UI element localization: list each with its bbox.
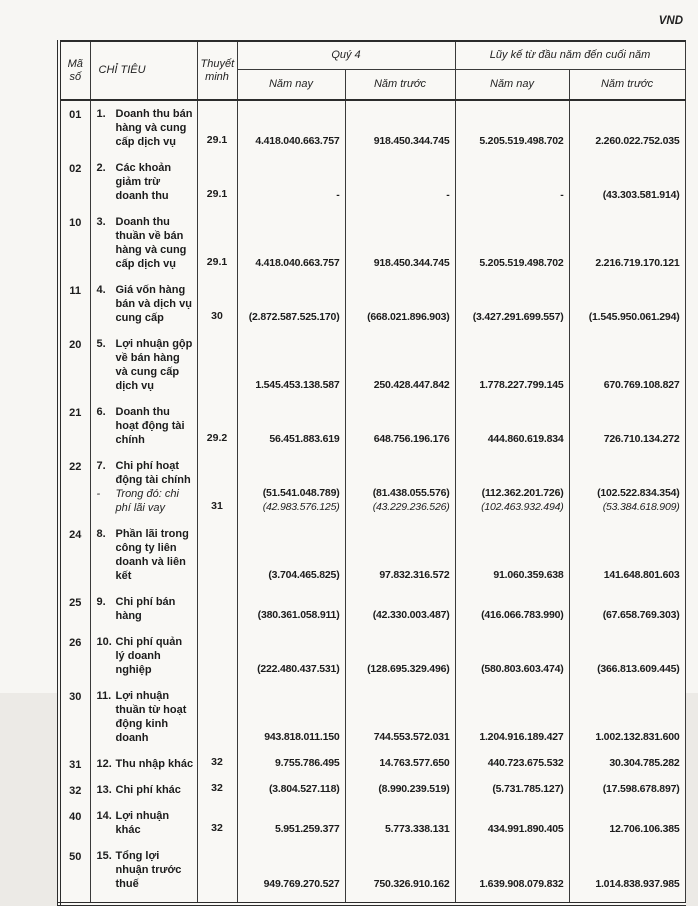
row-item-number: 12. <box>96 758 112 770</box>
row-item <box>90 453 197 521</box>
value-q4-this-year: 1.545.453.138.587 <box>255 379 340 391</box>
value-ytd-this-year: - <box>560 189 564 201</box>
table-row <box>59 777 685 803</box>
value-q4-this-year: (380.361.058.911) <box>257 609 340 621</box>
cell-q4-prior-year <box>345 100 455 155</box>
cell-q4-this-year <box>237 100 345 155</box>
table-row <box>59 521 685 589</box>
header-item: CHỈ TIÊU <box>90 41 197 100</box>
cell-ytd-prior-year <box>569 100 685 155</box>
row-item-number: 7. <box>96 460 106 472</box>
cell-q4-this-year <box>237 777 345 803</box>
cell-ytd-prior-year <box>569 751 685 777</box>
value-ytd-prior-year: (366.813.609.445) <box>597 663 680 675</box>
value-q4-prior-year: (42.330.003.487) <box>372 609 450 621</box>
cell-q4-this-year <box>237 629 345 683</box>
cell-q4-prior-year <box>345 521 455 589</box>
cell-ytd-prior-year <box>569 453 685 521</box>
cell-q4-this-year <box>237 331 345 399</box>
cell-q4-this-year <box>237 521 345 589</box>
value-q4-this-year: 943.818.011.150 <box>264 731 340 743</box>
value-q4-this-year: 949.769.270.527 <box>263 878 340 890</box>
cell-ytd-this-year <box>455 521 569 589</box>
row-item-number: 13. <box>96 784 112 796</box>
value-q4-this-year: 9.755.786.495 <box>274 757 340 769</box>
row-code: 20 <box>59 331 90 399</box>
row-item-label: Doanh thu thuần về bán hàng và cung cấp dịch vụ <box>115 216 187 270</box>
row-item-main <box>97 689 194 745</box>
cell-q4-prior-year <box>345 589 455 629</box>
cell-ytd-this-year <box>455 277 569 331</box>
row-item <box>90 521 197 589</box>
row-note: 29.1 <box>197 100 237 155</box>
value-ytd-this-year: (3.427.291.699.557) <box>472 311 564 323</box>
cell-ytd-this-year <box>455 803 569 843</box>
row-item <box>90 777 197 803</box>
value-q4-this-year: (51.541.048.789) <box>262 487 340 499</box>
row-item-number: 8. <box>96 528 106 540</box>
subvalue-q4-prior-year: (43.229.236.526) <box>372 501 450 513</box>
subvalue-ytd-this-year: (102.463.932.494) <box>481 501 564 513</box>
value-ytd-this-year: 1.639.908.079.832 <box>479 878 564 890</box>
cell-q4-prior-year <box>345 277 455 331</box>
table-row <box>59 683 685 751</box>
cell-q4-this-year <box>237 155 345 209</box>
table-row <box>59 277 685 331</box>
subvalue-q4-this-year: (42.983.576.125) <box>262 501 340 513</box>
cell-ytd-this-year <box>455 399 569 453</box>
value-ytd-prior-year: 2.216.719.170.121 <box>595 257 680 269</box>
value-ytd-this-year: 440.723.675.532 <box>487 757 564 769</box>
table-row <box>59 751 685 777</box>
row-item-label: Doanh thu bán hàng và cung cấp dịch vụ <box>115 108 193 148</box>
row-code: 26 <box>59 629 90 683</box>
row-item <box>90 277 197 331</box>
row-item-main <box>97 809 194 837</box>
value-q4-prior-year: 918.450.344.745 <box>373 135 450 147</box>
value-q4-this-year: (3.704.465.825) <box>268 569 340 581</box>
row-item-label: Giá vốn hàng bán và dịch vụ cung cấp <box>115 284 192 324</box>
cell-ytd-this-year <box>455 453 569 521</box>
subvalue-ytd-prior-year: (53.384.618.909) <box>602 501 680 513</box>
cell-q4-this-year <box>237 751 345 777</box>
value-ytd-this-year: 5.205.519.498.702 <box>479 257 564 269</box>
row-note <box>197 331 237 399</box>
table-header <box>59 41 685 100</box>
row-item-label: Tổng lợi nhuận trước thuế <box>115 850 182 890</box>
row-item-main <box>97 849 194 891</box>
row-item-sub-label: Trong đó: chi phí lãi vay <box>115 488 179 514</box>
row-item-number: 5. <box>96 338 106 350</box>
table-row <box>59 589 685 629</box>
value-q4-this-year: 4.418.040.663.757 <box>255 135 340 147</box>
value-q4-prior-year: - <box>446 189 450 201</box>
row-item-main <box>97 405 194 447</box>
row-item <box>90 843 197 904</box>
row-code: 01 <box>59 100 90 155</box>
cell-ytd-prior-year <box>569 399 685 453</box>
table-row <box>59 629 685 683</box>
value-ytd-this-year: (416.066.783.990) <box>481 609 564 621</box>
row-item-main <box>97 283 194 325</box>
row-item-main <box>97 107 194 149</box>
cell-ytd-prior-year <box>569 803 685 843</box>
value-q4-prior-year: 97.832.316.572 <box>379 569 450 581</box>
row-item-number: 1. <box>96 108 106 120</box>
row-item-main <box>97 161 194 203</box>
cell-ytd-this-year <box>455 209 569 277</box>
row-item-main <box>97 757 194 771</box>
row-item <box>90 751 197 777</box>
row-code: 31 <box>59 751 90 777</box>
row-note: 29.1 <box>197 209 237 277</box>
row-item <box>90 155 197 209</box>
row-note <box>197 521 237 589</box>
cell-q4-this-year <box>237 209 345 277</box>
cell-q4-prior-year <box>345 331 455 399</box>
cell-q4-prior-year <box>345 209 455 277</box>
cell-q4-this-year <box>237 843 345 904</box>
value-q4-prior-year: 918.450.344.745 <box>373 257 450 269</box>
row-item-label: Lợi nhuận gộp về bán hàng và cung cấp dịch vụ <box>115 338 193 392</box>
value-q4-prior-year: 750.326.910.162 <box>373 878 450 890</box>
cell-q4-prior-year <box>345 803 455 843</box>
cell-ytd-prior-year <box>569 209 685 277</box>
value-ytd-this-year: 1.204.916.189.427 <box>479 731 564 743</box>
header-q4-prior-year: Năm trước <box>345 70 455 101</box>
value-q4-prior-year: 250.428.447.842 <box>373 379 450 391</box>
row-note: 29.2 <box>197 399 237 453</box>
cell-q4-this-year <box>237 803 345 843</box>
row-code: 25 <box>59 589 90 629</box>
row-item-subline <box>97 487 194 515</box>
header-note: Thuyết minh <box>197 41 237 100</box>
value-ytd-this-year: 1.778.227.799.145 <box>479 379 564 391</box>
row-code: 11 <box>59 277 90 331</box>
value-ytd-prior-year: 726.710.134.272 <box>603 433 680 445</box>
row-item <box>90 399 197 453</box>
cell-q4-prior-year <box>345 399 455 453</box>
value-q4-this-year: 4.418.040.663.757 <box>255 257 340 269</box>
value-q4-this-year: (222.480.437.531) <box>257 663 340 675</box>
row-item-label: Chi phí khác <box>115 784 181 796</box>
row-code: 24 <box>59 521 90 589</box>
row-item-number: 11. <box>96 690 112 702</box>
row-item-label: Doanh thu hoạt động tài chính <box>115 406 185 446</box>
row-item-main <box>97 527 194 583</box>
row-code: 21 <box>59 399 90 453</box>
cell-ytd-this-year <box>455 683 569 751</box>
row-item-number: 6. <box>96 406 106 418</box>
row-item-label: Phần lãi trong công ty liên doanh và liên kết <box>115 528 189 582</box>
row-code: 40 <box>59 803 90 843</box>
cell-q4-this-year <box>237 589 345 629</box>
cell-q4-this-year <box>237 453 345 521</box>
cell-q4-prior-year <box>345 155 455 209</box>
row-note <box>197 589 237 629</box>
row-item-label: Chi phí bán hàng <box>115 596 176 622</box>
table-row <box>59 155 685 209</box>
cell-ytd-prior-year <box>569 589 685 629</box>
cell-ytd-this-year <box>455 629 569 683</box>
row-item <box>90 683 197 751</box>
row-item <box>90 589 197 629</box>
table-row <box>59 843 685 904</box>
cell-ytd-this-year <box>455 155 569 209</box>
table-row <box>59 331 685 399</box>
row-item-label: Lợi nhuận khác <box>115 810 170 836</box>
row-note: 32 <box>197 803 237 843</box>
cell-ytd-prior-year <box>569 683 685 751</box>
value-ytd-prior-year: (43.303.581.914) <box>602 189 680 201</box>
cell-ytd-this-year <box>455 100 569 155</box>
value-ytd-prior-year: 1.002.132.831.600 <box>595 731 680 743</box>
value-q4-prior-year: 5.773.338.131 <box>384 823 450 835</box>
value-ytd-this-year: (5.731.785.127) <box>492 783 564 795</box>
value-q4-this-year: 5.951.259.377 <box>274 823 340 835</box>
row-note <box>197 629 237 683</box>
header-code: Mã số <box>59 41 90 100</box>
cell-ytd-prior-year <box>569 777 685 803</box>
row-item <box>90 331 197 399</box>
row-code: 22 <box>59 453 90 521</box>
row-note <box>197 843 237 904</box>
value-q4-prior-year: 14.763.577.650 <box>379 757 450 769</box>
value-ytd-this-year: 91.060.359.638 <box>493 569 564 581</box>
cell-ytd-this-year <box>455 331 569 399</box>
table-row <box>59 803 685 843</box>
row-item-main <box>97 783 194 797</box>
cell-q4-prior-year <box>345 777 455 803</box>
row-item-number: 3. <box>96 216 106 228</box>
row-code: 32 <box>59 777 90 803</box>
header-ytd-group: Lũy kế từ đầu năm đến cuối năm <box>455 41 685 70</box>
value-q4-this-year: (3.804.527.118) <box>268 783 340 795</box>
value-q4-prior-year: (668.021.896.903) <box>367 311 450 323</box>
table-row <box>59 209 685 277</box>
value-ytd-this-year: 5.205.519.498.702 <box>479 135 564 147</box>
cell-ytd-this-year <box>455 843 569 904</box>
row-item <box>90 629 197 683</box>
row-code: 30 <box>59 683 90 751</box>
value-q4-prior-year: 744.553.572.031 <box>373 731 450 743</box>
value-ytd-this-year: 444.860.619.834 <box>487 433 564 445</box>
row-item <box>90 209 197 277</box>
cell-q4-this-year <box>237 277 345 331</box>
value-ytd-prior-year: 30.304.785.282 <box>609 757 680 769</box>
value-q4-this-year: - <box>336 189 340 201</box>
row-item-number: 14. <box>96 810 112 822</box>
cell-q4-this-year <box>237 399 345 453</box>
value-q4-this-year: 56.451.883.619 <box>269 433 340 445</box>
row-note: 31 <box>197 453 237 521</box>
row-code: 10 <box>59 209 90 277</box>
table-row <box>59 399 685 453</box>
cell-ytd-prior-year <box>569 331 685 399</box>
row-item-main <box>97 595 194 623</box>
value-ytd-this-year: 434.991.890.405 <box>487 823 564 835</box>
table-row <box>59 453 685 521</box>
cell-ytd-prior-year <box>569 277 685 331</box>
value-ytd-prior-year: 141.648.801.603 <box>603 569 680 581</box>
header-q4-group: Quý 4 <box>237 41 455 70</box>
row-item-number: 15. <box>96 850 112 862</box>
value-ytd-prior-year: (67.658.769.303) <box>602 609 680 621</box>
row-item-main <box>97 459 194 487</box>
row-item-number: 4. <box>96 284 106 296</box>
row-item-main <box>97 215 194 271</box>
row-item-main <box>97 635 194 677</box>
row-note: 32 <box>197 777 237 803</box>
header-ytd-this-year: Năm nay <box>455 70 569 101</box>
row-item <box>90 100 197 155</box>
value-ytd-prior-year: 2.260.022.752.035 <box>595 135 680 147</box>
value-ytd-prior-year: 1.014.838.937.985 <box>595 878 680 890</box>
cell-ytd-this-year <box>455 777 569 803</box>
row-item-label: Chi phí quản lý doanh nghiệp <box>115 636 183 676</box>
cell-ytd-this-year <box>455 589 569 629</box>
cell-q4-prior-year <box>345 751 455 777</box>
row-item-number: 10. <box>96 636 112 648</box>
value-ytd-prior-year: (17.598.678.897) <box>602 783 680 795</box>
row-code: 02 <box>59 155 90 209</box>
row-item-number: 9. <box>96 596 106 608</box>
row-item-label: Các khoản giảm trừ doanh thu <box>115 162 172 202</box>
row-item-label: Lợi nhuận thuần từ hoạt động kinh doanh <box>115 690 187 744</box>
value-ytd-prior-year: (102.522.834.354) <box>597 487 680 499</box>
row-item <box>90 803 197 843</box>
value-ytd-this-year: (112.362.201.726) <box>481 487 564 499</box>
cell-ytd-prior-year <box>569 155 685 209</box>
header-q4-this-year: Năm nay <box>237 70 345 101</box>
cell-q4-prior-year <box>345 683 455 751</box>
currency-label: VND <box>658 15 683 27</box>
row-note: 30 <box>197 277 237 331</box>
row-item-label: Thu nhập khác <box>115 758 194 770</box>
value-ytd-prior-year: 670.769.108.827 <box>603 379 680 391</box>
cell-q4-prior-year <box>345 843 455 904</box>
value-ytd-prior-year: (1.545.950.061.294) <box>588 311 680 323</box>
header-ytd-prior-year: Năm trước <box>569 70 685 101</box>
cell-q4-prior-year <box>345 453 455 521</box>
cell-ytd-prior-year <box>569 843 685 904</box>
row-note: 32 <box>197 751 237 777</box>
value-ytd-prior-year: 12.706.106.385 <box>609 823 680 835</box>
value-ytd-this-year: (580.803.603.474) <box>481 663 564 675</box>
table-body <box>59 100 685 904</box>
row-item-number: 2. <box>96 162 106 174</box>
value-q4-prior-year: (8.990.239.519) <box>378 783 450 795</box>
cell-q4-prior-year <box>345 629 455 683</box>
cell-ytd-prior-year <box>569 521 685 589</box>
table-row <box>59 100 685 155</box>
cell-q4-this-year <box>237 683 345 751</box>
value-q4-this-year: (2.872.587.525.170) <box>248 311 340 323</box>
cell-ytd-this-year <box>455 751 569 777</box>
row-code: 50 <box>59 843 90 904</box>
row-note: 29.1 <box>197 155 237 209</box>
value-q4-prior-year: (81.438.055.576) <box>372 487 450 499</box>
value-q4-prior-year: (128.695.329.496) <box>367 663 450 675</box>
row-item-sub-dash: - <box>96 488 101 500</box>
cell-ytd-prior-year <box>569 629 685 683</box>
row-item-main <box>97 337 194 393</box>
income-statement-table <box>57 40 686 906</box>
row-item-label: Chi phí hoạt động tài chính <box>115 460 191 486</box>
value-q4-prior-year: 648.756.196.176 <box>373 433 450 445</box>
row-note <box>197 683 237 751</box>
